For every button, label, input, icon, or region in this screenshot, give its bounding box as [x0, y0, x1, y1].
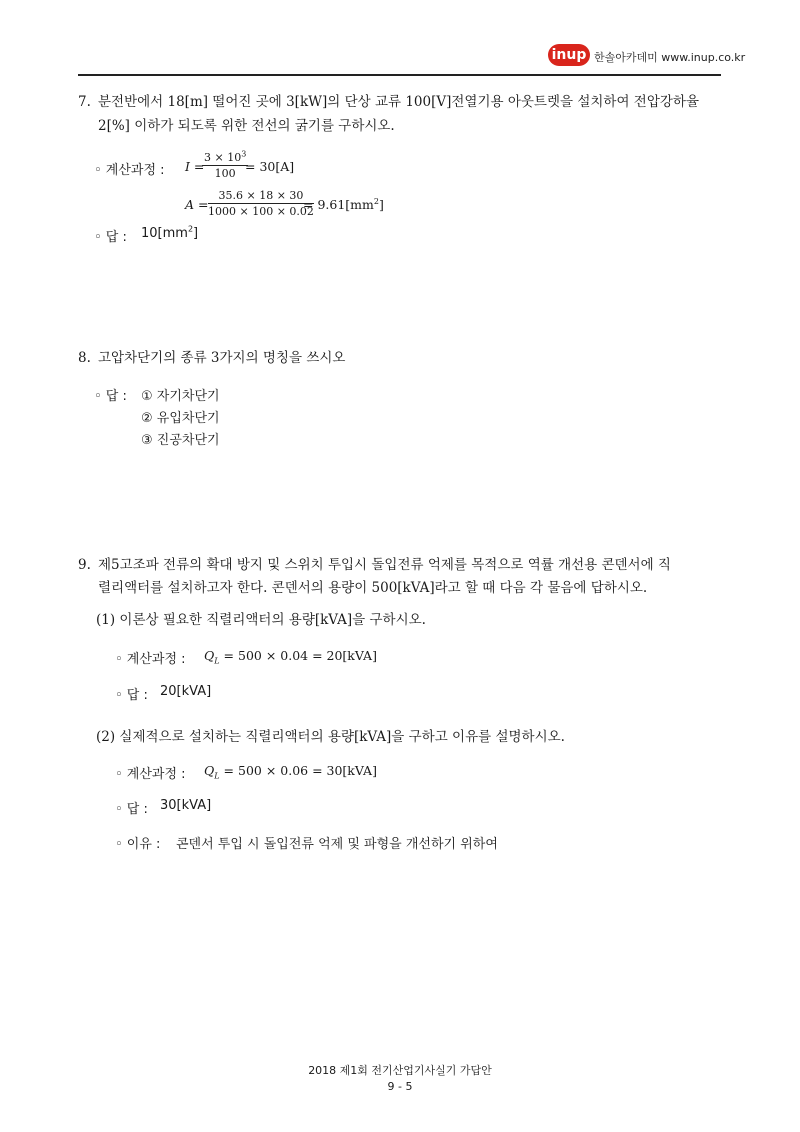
- q7-text-line1: 분전반에서 18[m] 떨어진 곳에 3[kW]의 단상 교류 100[V]전열기용 아웃트렛을 설치하여 전압강하율: [98, 94, 700, 110]
- q7-eq2-fraction: $\frac{35.6 \times 18 \times 30}{1000 \times 100 \times 0.02}$: [208, 189, 314, 218]
- q8-text: 고압차단기의 종류 3가지의 명칭을 쓰시오: [98, 350, 346, 366]
- q8-answer-label: ◦ 답 :: [94, 389, 127, 404]
- q7-eq1-lhs: I =: [185, 159, 205, 174]
- q9-sub2-reason-label: ◦ 이유 :: [115, 837, 161, 852]
- q9-sub1-question: (1) 이론상 필요한 직렬리액터의 용량[kVA]을 구하시오.: [96, 612, 426, 628]
- q9-sub1-calc-label: ◦ 계산과정 :: [115, 652, 186, 667]
- q9-sub2-answer-value: 30[kVA]: [160, 798, 212, 813]
- q9-sub2-reason-value: 콘덴서 투입 시 돌입전류 억제 및 파형을 개선하기 위하여: [176, 837, 498, 852]
- q9-text-line1: 제5고조파 전류의 확대 방지 및 스위치 투입시 돌입전류 억제를 목적으로 역률 개선용 콘덴서에 직: [98, 557, 671, 573]
- inup-logo: inup: [548, 44, 590, 66]
- q8-answer-1: ① 자기차단기: [141, 389, 220, 404]
- q7-eq2-result: = $9.61[mm^2]$: [303, 196, 384, 212]
- q7-calc-label: ◦ 계산과정 :: [94, 163, 165, 178]
- q9-number: 9.: [78, 557, 91, 573]
- q7-answer-label: ◦ 답 :: [94, 230, 127, 245]
- q8-number: 8.: [78, 350, 91, 366]
- header-rule: [78, 74, 721, 76]
- q9-sub1-answer-value: 20[kVA]: [160, 684, 212, 699]
- footer-title: 2018 제1회 전기산업기사실기 가답안: [308, 1064, 492, 1077]
- q8-answer-3: ③ 진공차단기: [141, 433, 220, 448]
- q7-text-line2: 2[%] 이하가 되도록 위한 전선의 굵기를 구하시오.: [98, 118, 395, 134]
- q9-sub2-question: (2) 실제적으로 설치하는 직렬리액터의 용량[kVA]을 구하고 이유를 설명하시오.: [96, 729, 565, 745]
- q7-eq2-lhs: A =: [185, 197, 209, 212]
- q9-sub2-calc-expr: $Q_L = 500 \times 0.06 = 30[kVA]$: [204, 763, 377, 781]
- page-number: 9 - 5: [387, 1080, 413, 1093]
- q9-text-line2: 렬리액터를 설치하고자 한다. 콘덴서의 용량이 500[kVA]라고 할 때 다음 각 물음에 답하시오.: [98, 580, 648, 596]
- q9-sub2-answer-label: ◦ 답 :: [115, 802, 148, 817]
- q8-answer-2: ② 유입차단기: [141, 411, 220, 426]
- q9-sub2-calc-label: ◦ 계산과정 :: [115, 767, 186, 782]
- q7-eq1-fraction: $\frac{3 \times 10^3}{100}$: [204, 149, 247, 180]
- brand-text: 한솔아카데미 www.inup.co.kr: [594, 51, 746, 64]
- q9-sub1-answer-label: ◦ 답 :: [115, 688, 148, 703]
- q9-sub1-calc-expr: $Q_L = 500 \times 0.04 = 20[kVA]$: [204, 648, 377, 666]
- q7-number: 7.: [78, 94, 91, 110]
- q7-eq1-result: = 30[A]: [245, 159, 295, 174]
- q7-answer-value: $10[mm^2]$: [141, 224, 199, 241]
